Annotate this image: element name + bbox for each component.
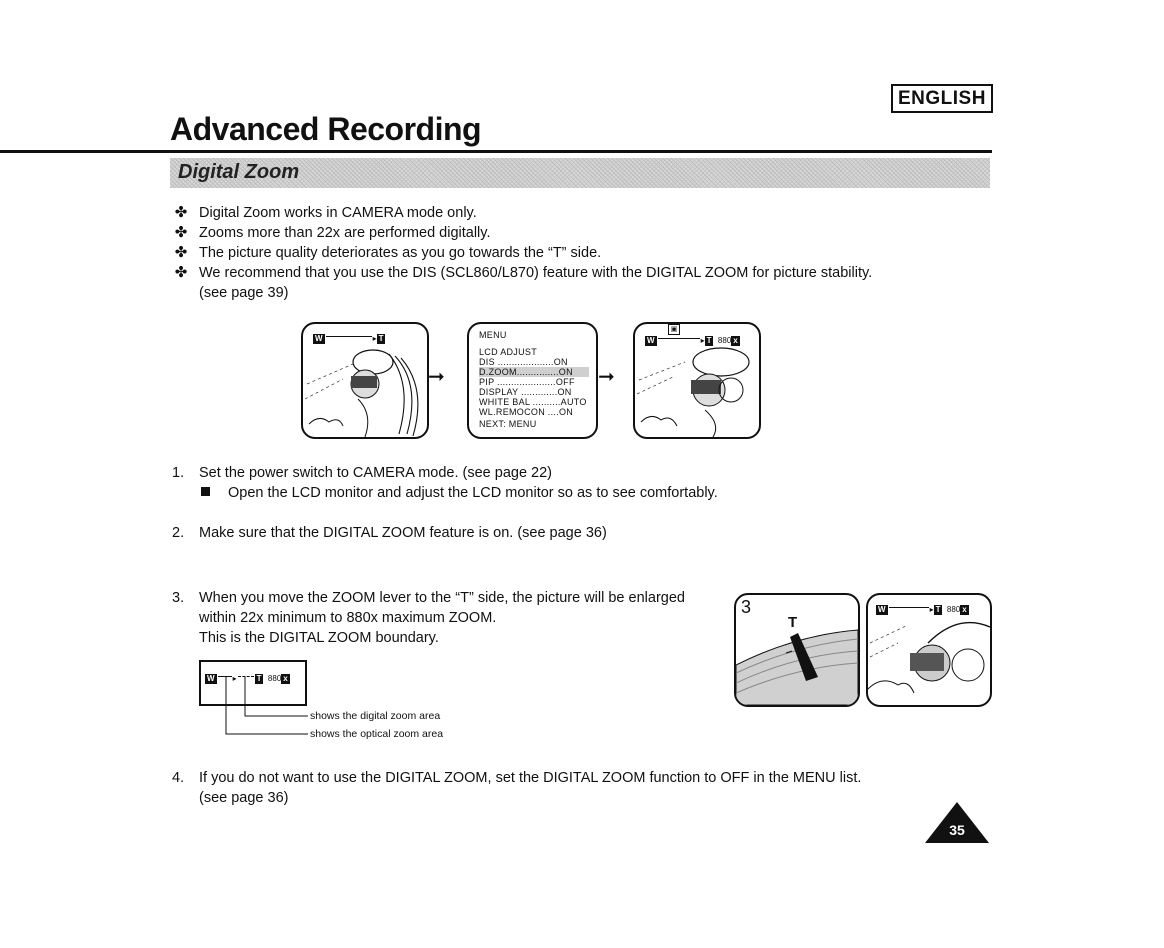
viewfinder-max-zoom-screen <box>866 593 992 707</box>
menu-item-selected: D.ZOOM...............ON <box>479 367 589 377</box>
menu-item: PIP .....................OFF <box>479 377 575 387</box>
title-rule <box>0 150 992 153</box>
step-text: Make sure that the DIGITAL ZOOM feature is on. (see page 36) <box>199 525 607 541</box>
section-title: Digital Zoom <box>178 161 300 183</box>
step-number: 1. <box>172 465 185 481</box>
wide-tag: W <box>315 334 323 343</box>
bullet-text-4: We recommend that you use the DIS (SCL860/L870) feature with the DIGITAL ZOOM for picture stability. <box>199 265 873 281</box>
zoom-x-tag: x <box>733 336 738 345</box>
step-number: 3. <box>172 590 185 606</box>
viewfinder-digital-screen <box>633 322 761 439</box>
zoom-value: 880 <box>717 336 732 345</box>
page-title: Advanced Recording <box>170 111 482 147</box>
menu-list <box>479 347 589 417</box>
zoom-indicator: W ▸ T 880 x <box>647 336 738 345</box>
step-label: 3 <box>741 597 752 617</box>
step-text: This is the DIGITAL ZOOM boundary. <box>199 630 439 646</box>
zoom-lever-illustration <box>736 595 858 705</box>
tele-tag: T <box>378 334 384 343</box>
bullet-text-3: The picture quality deteriorates as you go towards the “T” side. <box>199 245 602 261</box>
lever-label: T <box>788 614 798 631</box>
legend-optical: shows the optical zoom area <box>310 728 444 740</box>
section-banner <box>170 158 990 188</box>
step-number: 4. <box>172 770 185 786</box>
page-number: 35 <box>949 822 965 838</box>
menu-item: WL.REMOCON ....ON <box>479 407 574 417</box>
camcorder-user-illustration <box>303 344 427 437</box>
zoom-x-tag: x <box>283 674 288 683</box>
zoom-x-tag: x <box>962 605 967 614</box>
zoom-lever-screen <box>734 593 860 707</box>
step-text-cont: (see page 36) <box>199 790 289 806</box>
bullet-text-2: Zooms more than 22x are performed digitally. <box>199 225 491 241</box>
dis-icon: ▣ <box>668 324 680 335</box>
zoom-indicator: W ▸ T 880 x <box>207 674 288 683</box>
tele-tag: T <box>256 674 262 683</box>
menu-title: MENU <box>479 330 507 340</box>
step-text: When you move the ZOOM lever to the “T” side, the picture will be enlarged <box>199 590 685 606</box>
menu-item: DISPLAY .............ON <box>479 387 572 397</box>
menu-item: WHITE BAL ..........AUTO <box>479 397 587 407</box>
arrow-right-icon: ➞ <box>428 366 445 388</box>
menu-screen <box>467 322 598 439</box>
step-subtext: Open the LCD monitor and adjust the LCD monitor so as to see comfortably. <box>228 485 718 501</box>
bullet-icon: ✤ <box>174 224 188 241</box>
tele-tag: T <box>706 336 712 345</box>
square-bullet-icon <box>201 487 210 496</box>
legend-leader-lines <box>220 676 310 740</box>
viewfinder-optical-screen <box>301 322 429 439</box>
wide-tag: W <box>647 336 655 345</box>
zoom-indicator: W ▸ T 880 x <box>878 605 967 614</box>
menu-next: NEXT: MENU <box>479 419 537 429</box>
wide-tag: W <box>207 674 215 683</box>
bullet-icon: ✤ <box>174 244 188 261</box>
legend-digital: shows the digital zoom area <box>310 710 441 722</box>
arrow-right-icon: ➞ <box>598 366 615 388</box>
step-text: If you do not want to use the DIGITAL ZOOM, set the DIGITAL ZOOM function to OFF in the MENU list. <box>199 770 862 786</box>
tele-tag: T <box>935 605 941 614</box>
zoom-value: 880 <box>267 674 282 683</box>
camcorder-user-illustration <box>635 346 759 437</box>
step-number: 2. <box>172 525 185 541</box>
wide-tag: W <box>878 605 886 614</box>
step-text: within 22x minimum to 880x maximum ZOOM. <box>199 610 497 626</box>
language-badge: ENGLISH <box>891 84 993 113</box>
bullet-icon: ✤ <box>174 204 188 221</box>
menu-item: DIS ....................ON <box>479 357 568 367</box>
camcorder-user-closeup-illustration <box>868 613 990 705</box>
zoom-value: 880 <box>946 605 961 614</box>
bullet-text-1: Digital Zoom works in CAMERA mode only. <box>199 205 477 221</box>
bullet-text-4-cont: (see page 39) <box>199 285 289 301</box>
step-text: Set the power switch to CAMERA mode. (see page 22) <box>199 465 553 481</box>
bullet-icon: ✤ <box>174 264 188 281</box>
zoom-indicator: W ▸ T <box>315 334 384 343</box>
menu-item: LCD ADJUST <box>479 347 538 357</box>
